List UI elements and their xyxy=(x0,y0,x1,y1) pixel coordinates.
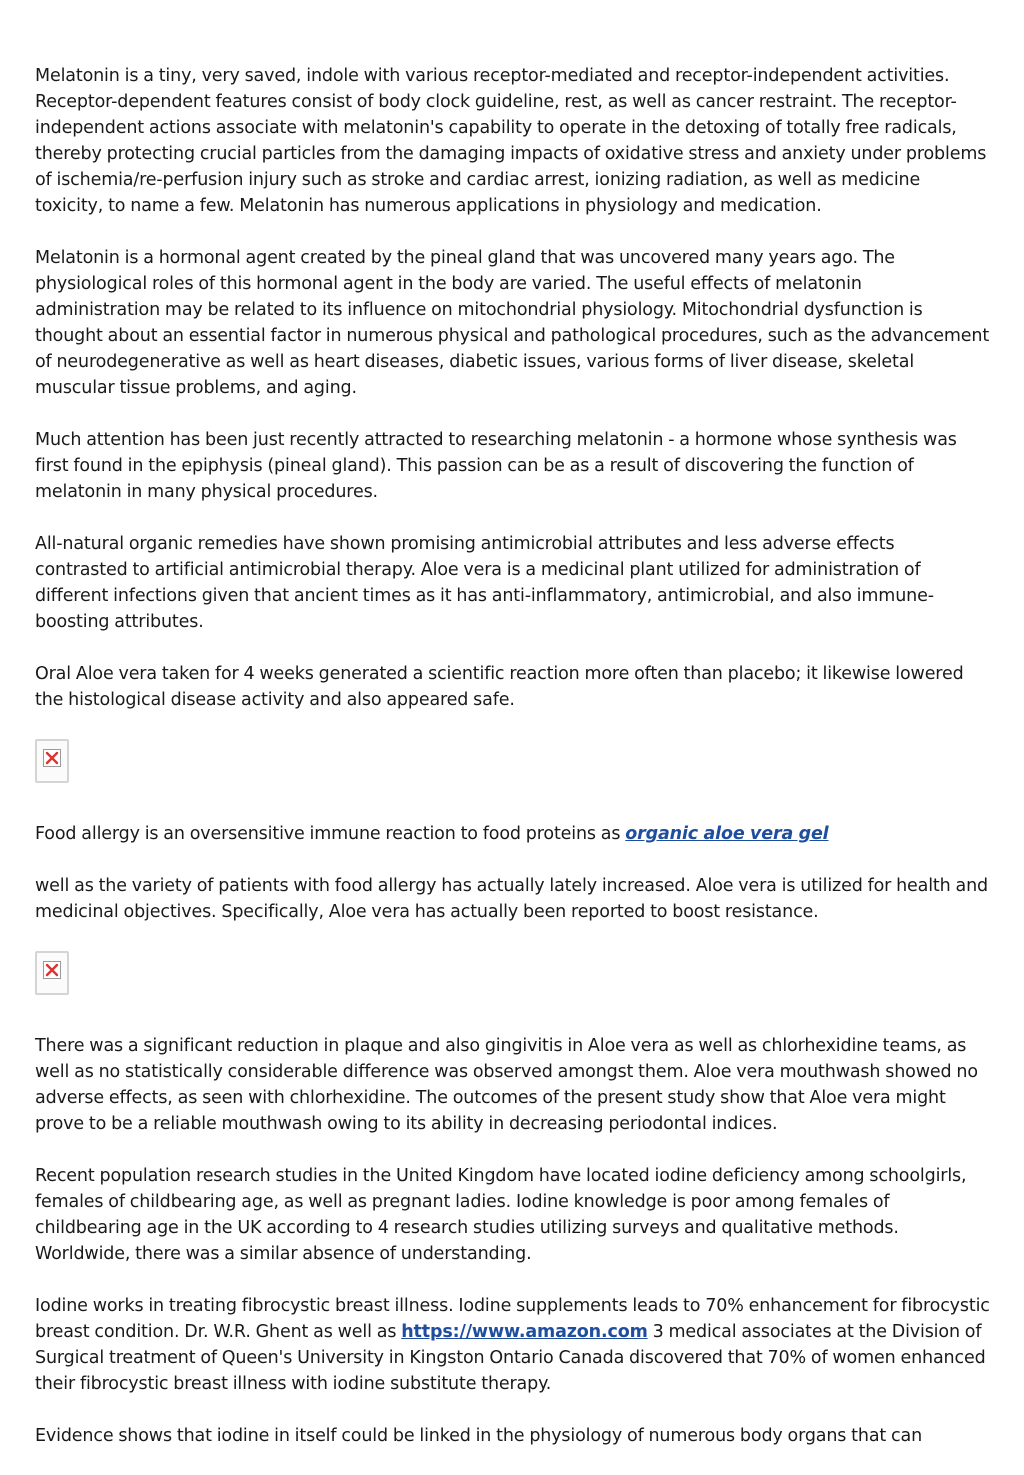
paragraph-aloe-oral: Oral Aloe vera taken for 4 weeks generated a scientific reaction more often than placebo; it likewise lowered the histological disease activity and also appeared safe. xyxy=(35,664,964,710)
close-icon xyxy=(43,749,61,767)
iodine-text-before: Iodine works in treating fibrocystic breast illness. Iodine supplements leads to 70% enhancement for fibrocystic breast condition. Dr. W.R. Ghent as well as xyxy=(35,1296,990,1342)
document-body xyxy=(35,63,990,1475)
paragraph-melatonin-hormone: Melatonin is a hormonal agent created by the pineal gland that was uncovered many years ago. The physiological roles of this hormonal agent in the body are varied. The useful effects of melatonin administration may be related to its influence on mitochondrial physiology. Mitochondrial dysfunction is thought about an essential factor in numerous physical and pathological procedures, such as the advancement of neurodegenerative as well as heart diseases, diabetic issues, various forms of liver disease, skeletal muscular tissue problems, and aging. xyxy=(35,248,990,398)
organic-aloe-vera-gel-link[interactable]: organic aloe vera gel xyxy=(625,824,829,844)
food-allergy-text: Food allergy is an oversensitive immune reaction to food proteins as xyxy=(35,824,626,844)
paragraph-melatonin-intro: Melatonin is a tiny, very saved, indole with various receptor-mediated and receptor-independent activities. Receptor-dependent features consist of body clock guideline, rest, as well as cancer restraint. The receptor-independent actions associate with melatonin's capability to operate in the detoxing of totally free radicals, thereby protecting crucial particles from the damaging impacts of oxidative stress and anxiety under problems of ischemia/re-perfusion injury such as stroke and cardiac arrest, ionizing radiation, as well as medicine toxicity, to name a few. Melatonin has numerous applications in physiology and medication. xyxy=(35,66,987,216)
paragraph-iodine-uk: Recent population research studies in the United Kingdom have located iodine deficiency among schoolgirls, females of childbearing age, as well as pregnant ladies. Iodine knowledge is poor among females of childbearing age in the UK according to 4 research studies utilizing surveys and qualitative methods. Worldwide, there was a similar absence of understanding. xyxy=(35,1166,967,1264)
broken-image-icon xyxy=(35,739,69,783)
paragraph-food-allergy-continued: well as the variety of patients with food allergy has actually lately increased. Aloe vera is utilized for health and medicinal objectives. Specifically, Aloe vera has actually been reported to boost resistance. xyxy=(35,876,988,922)
paragraph-iodine-evidence: Evidence shows that iodine in itself could be linked in the physiology of numerous body organs that can xyxy=(35,1426,923,1446)
broken-image-icon xyxy=(35,951,69,995)
paragraph-aloe-antimicrobial: All-natural organic remedies have shown promising antimicrobial attributes and less adverse effects contrasted to artificial antimicrobial therapy. Aloe vera is a medicinal plant utilized for administration of different infections given that ancient times as it has anti-inflammatory, antimicrobial, and also immune-boosting attributes. xyxy=(35,534,934,632)
paragraph-aloe-mouthwash: There was a significant reduction in plaque and also gingivitis in Aloe vera as well as chlorhexidine teams, as well as no statistically considerable difference was observed amongst them. Aloe vera mouthwash showed no adverse effects, as seen with chlorhexidine. The outcomes of the present study show that Aloe vera might prove to be a reliable mouthwash owing to its ability in decreasing periodontal indices. xyxy=(35,1036,978,1134)
paragraph-iodine-fibrocystic xyxy=(35,1293,990,1397)
amazon-link[interactable]: https://www.amazon.com xyxy=(401,1322,648,1342)
paragraph-melatonin-research: Much attention has been just recently attracted to researching melatonin - a hormone whose synthesis was first found in the epiphysis (pineal gland). This passion can be as a result of discovering the function of melatonin in many physical procedures. xyxy=(35,430,957,502)
close-icon xyxy=(43,961,61,979)
paragraph-food-allergy xyxy=(35,821,990,847)
iodine-text-after: 3 medical associates at the Division of Surgical treatment of Queen's University in Kingston Ontario Canada discovered that 70% of women enhanced their fibrocystic breast illness with iodine substitute therapy. xyxy=(35,1322,986,1394)
